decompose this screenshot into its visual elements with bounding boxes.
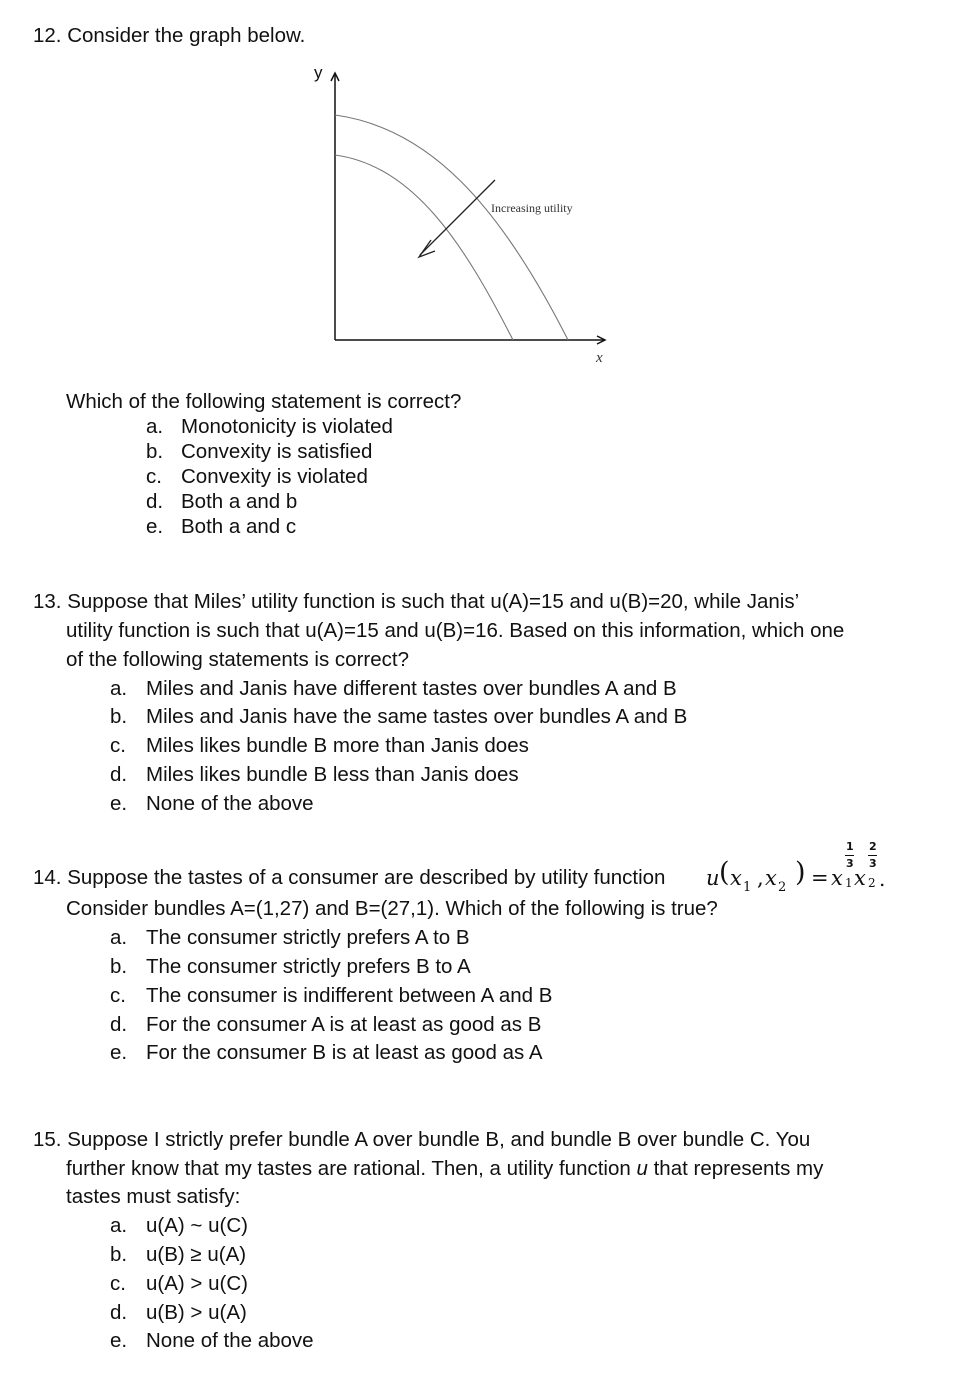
q14-option-c: The consumer is indifferent between A and B [146, 984, 553, 1007]
q15-option-b: u(B) ≥ u(A) [146, 1243, 247, 1266]
q12-option-d-letter: d. [146, 490, 164, 513]
q14-option-b: The consumer strictly prefers B to A [146, 955, 471, 978]
q15-line2-post: that represents my [647, 1157, 824, 1180]
formula-exp1-fraction-bar [845, 855, 854, 856]
formula-sub2: 2 [778, 880, 787, 895]
q14-stem-line2: Consider bundles A=(1,27) and B=(27,1). Which of the following is true? [66, 897, 718, 920]
formula-sub1: 1 [743, 880, 752, 895]
formula-period: . [879, 867, 886, 891]
formula-rx2: x [854, 866, 866, 890]
q14-option-a-letter: a. [110, 926, 128, 949]
q15-stem-line1: 15. Suppose I strictly prefer bundle A over bundle B, and bundle B over bundle C. You [33, 1128, 811, 1151]
x-axis-label: x [596, 350, 603, 366]
formula-u: u [706, 866, 720, 890]
q14-option-e-letter: e. [110, 1041, 128, 1064]
formula-rparen: ) [795, 857, 806, 888]
q14-stem: 14. Suppose the tastes of a consumer are described by utility function [33, 866, 666, 889]
y-axis-label: y [314, 63, 323, 82]
q13-option-e-letter: e. [110, 792, 128, 815]
q14-option-d-letter: d. [110, 1013, 128, 1036]
q13-stem-line2: utility function is such that u(A)=15 and u(B)=16. Based on this information, which one [66, 619, 845, 642]
q14-option-b-letter: b. [110, 955, 128, 978]
q14-option-a: The consumer strictly prefers A to B [146, 926, 470, 949]
q12-option-c: Convexity is violated [181, 465, 368, 488]
q15-option-c: u(A) > u(C) [146, 1272, 248, 1295]
formula-comma: , [757, 866, 764, 890]
q15-option-e: None of the above [146, 1329, 314, 1352]
q14-option-c-letter: c. [110, 984, 126, 1007]
q14-option-e: For the consumer B is at least as good as A [146, 1041, 543, 1064]
formula-x1: x [730, 866, 742, 890]
outer-indifference-curve [335, 115, 568, 340]
q12-option-a: Monotonicity is violated [181, 415, 393, 438]
inner-indifference-curve [335, 155, 513, 340]
q13-option-c-letter: c. [110, 734, 126, 757]
formula-lparen: ( [719, 857, 730, 888]
formula-exp2-den: 3 [869, 857, 877, 870]
q15-line2-pre: further know that my tastes are rational. Then, a utility function [66, 1157, 637, 1180]
q13-option-c: Miles likes bundle B more than Janis does [146, 734, 529, 757]
q15-option-d: u(B) > u(A) [146, 1301, 247, 1324]
q12-option-d: Both a and b [181, 490, 298, 513]
q13-option-b-letter: b. [110, 705, 128, 728]
q15-option-a: u(A) ~ u(C) [146, 1214, 248, 1237]
formula-rx1: x [831, 866, 843, 890]
q14-option-d: For the consumer A is at least as good as B [146, 1013, 542, 1036]
q15-option-a-letter: a. [110, 1214, 128, 1237]
formula-exp1-den: 3 [846, 857, 854, 870]
q13-option-d-letter: d. [110, 763, 128, 786]
q12-prompt: Which of the following statement is correct? [66, 390, 462, 413]
q13-option-e: None of the above [146, 792, 314, 815]
q15-option-c-letter: c. [110, 1272, 126, 1295]
q13-option-a-letter: a. [110, 677, 128, 700]
q13-stem-line3: of the following statements is correct? [66, 648, 409, 671]
formula-exp2-num: 2 [869, 840, 877, 853]
increasing-utility-label: Increasing utility [491, 201, 573, 215]
q12-option-e: Both a and c [181, 515, 297, 538]
q12-option-a-letter: a. [146, 415, 164, 438]
formula-exp1-num: 1 [846, 840, 854, 853]
q15-option-d-letter: d. [110, 1301, 128, 1324]
q12-option-e-letter: e. [146, 515, 164, 538]
q12-indifference-graph [300, 56, 620, 368]
q12-option-b-letter: b. [146, 440, 164, 463]
q12-option-b: Convexity is satisfied [181, 440, 373, 463]
formula-rsub1: 1 [845, 876, 853, 890]
q15-stem-line3: tastes must satisfy: [66, 1185, 241, 1208]
formula-exp2-fraction-bar [868, 855, 877, 856]
q15-line2-u: u [636, 1157, 648, 1180]
q15-option-e-letter: e. [110, 1329, 128, 1352]
q13-option-a: Miles and Janis have different tastes over bundles A and B [146, 677, 677, 700]
q13-option-d: Miles likes bundle B less than Janis does [146, 763, 519, 786]
formula-equals: = [811, 866, 829, 890]
q15-option-b-letter: b. [110, 1243, 128, 1266]
q12-stem: 12. Consider the graph below. [33, 24, 306, 47]
q13-option-b: Miles and Janis have the same tastes over bundles A and B [146, 705, 688, 728]
formula-x2: x [765, 866, 777, 890]
q15-stem-line2 [66, 1156, 823, 1182]
formula-rsub2: 2 [868, 876, 876, 890]
q12-option-c-letter: c. [146, 465, 162, 488]
q13-stem-line1: 13. Suppose that Miles’ utility function is such that u(A)=15 and u(B)=20, while Janis’ [33, 590, 800, 613]
